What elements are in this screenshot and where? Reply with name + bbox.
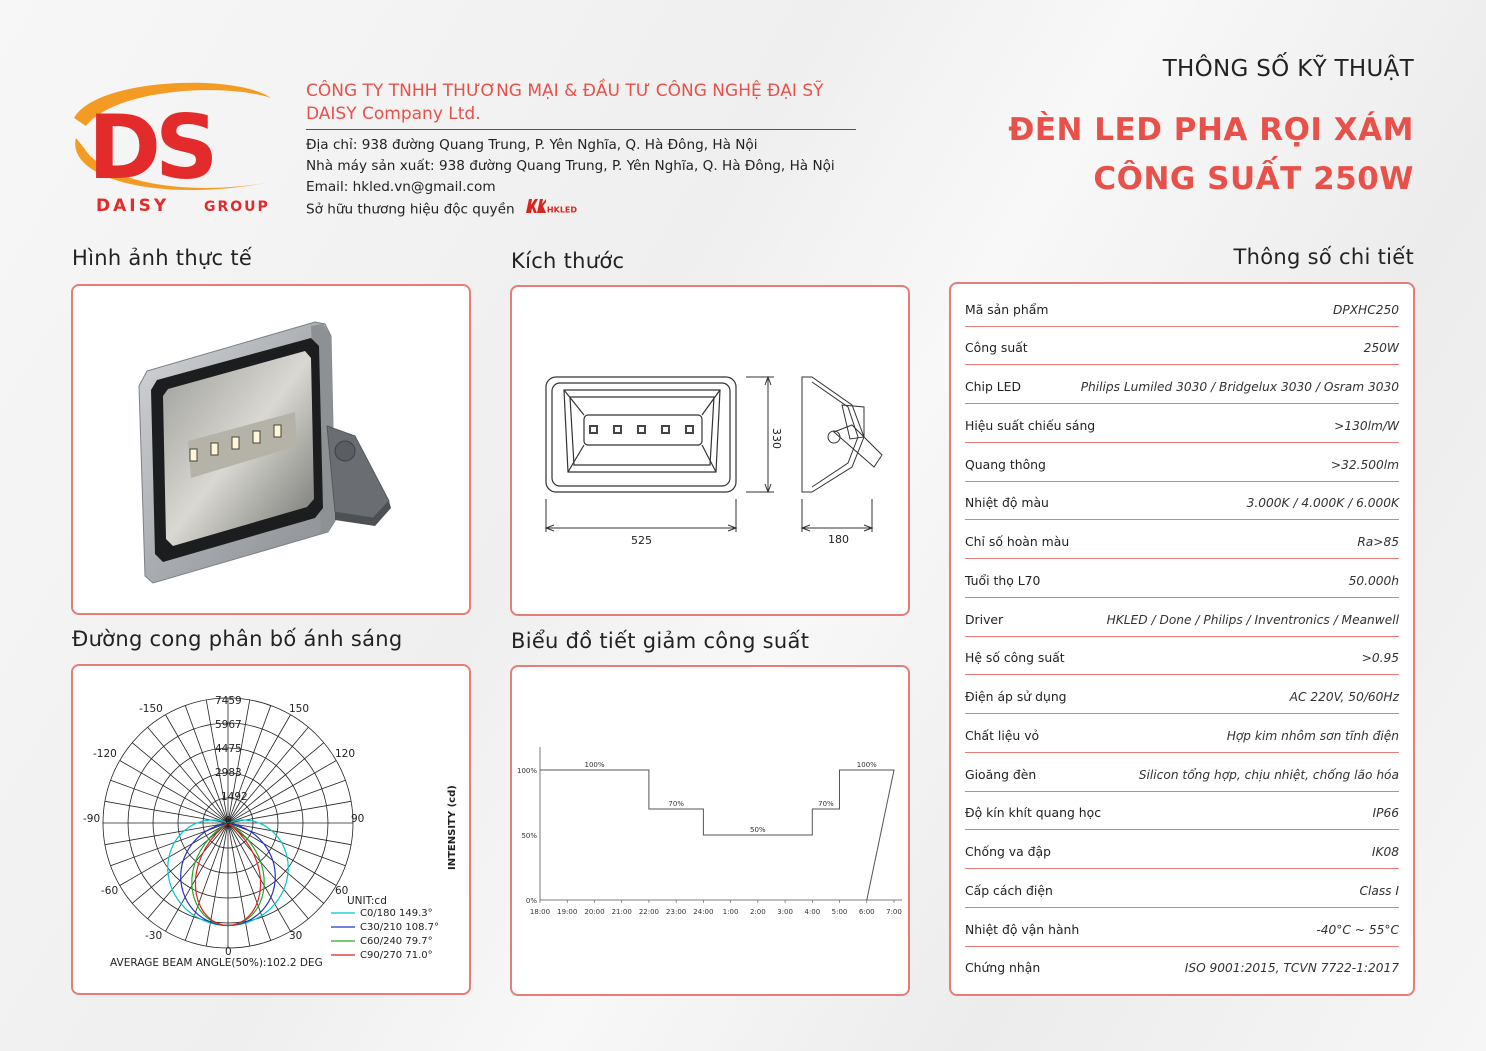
spec-value: IK08 <box>1371 845 1399 860</box>
spec-value: AC 220V, 50/60Hz <box>1289 690 1399 705</box>
logo-letters: DS <box>88 96 213 199</box>
angle-label-120: 120 <box>335 748 356 760</box>
brand-owner-text: Sở hữu thương hiệu độc quyền <box>306 201 515 218</box>
spec-row <box>965 830 1399 870</box>
angle-label-150: 150 <box>289 703 310 715</box>
spec-label: Cấp cách điện <box>965 882 1053 898</box>
ring-label-5: 1492 <box>221 791 248 803</box>
x-tick-label: 24:00 <box>693 908 714 916</box>
company-name-en: DAISY Company Ltd. <box>306 104 481 124</box>
angle-label-m90: -90 <box>83 813 101 825</box>
polar-distribution-chart <box>73 666 469 993</box>
section-light-curve-title: Đường cong phân bố ánh sáng <box>72 627 403 651</box>
dimensions-panel <box>510 285 910 616</box>
logo-text: DAISY <box>96 196 170 216</box>
spec-label: Độ kín khít quang học <box>965 805 1102 821</box>
brand-owner-line <box>306 198 835 221</box>
x-tick-label: 23:00 <box>666 908 687 916</box>
spec-label: Mã sản phẩm <box>965 301 1049 317</box>
section-photo-title: Hình ảnh thực tế <box>72 246 253 270</box>
dimming-chart <box>512 667 908 994</box>
spec-row <box>965 713 1399 753</box>
photo-panel <box>71 284 471 615</box>
spec-row <box>965 791 1399 831</box>
spec-row <box>965 403 1399 443</box>
x-tick-label: 18:00 <box>529 908 551 916</box>
spec-row <box>965 520 1399 560</box>
step-label: 100% <box>856 761 877 769</box>
product-title-line2: CÔNG SUẤT 250W <box>1093 161 1414 197</box>
company-logo <box>66 78 286 218</box>
spec-row <box>965 442 1399 482</box>
angle-label-m60: -60 <box>101 885 119 897</box>
ring-label-6: 0 <box>225 815 232 827</box>
hkled-logo <box>525 198 577 221</box>
logo-group: GROUP <box>204 199 270 215</box>
spec-value: IP66 <box>1372 806 1399 821</box>
light-curve-panel <box>71 664 471 995</box>
step-label: 70% <box>668 800 684 808</box>
y-tick-label: 100% <box>516 767 537 775</box>
step-label: 70% <box>818 800 834 808</box>
spec-value: 250W <box>1363 341 1399 356</box>
angle-label-m30: -30 <box>145 930 163 942</box>
spec-label: Chất liệu vỏ <box>965 727 1040 743</box>
spec-value: ISO 9001:2015, TCVN 7722-1:2017 <box>1184 961 1399 976</box>
legend-label: C30/210 108.7° <box>360 922 439 933</box>
polar-unit: UNIT:cd <box>347 895 387 907</box>
step-label: 50% <box>750 826 766 834</box>
dim-height-label: 330 <box>770 428 783 449</box>
x-tick-label: 1:00 <box>722 908 739 916</box>
y-tick-label: 50% <box>521 832 537 840</box>
angle-label-0: 0 <box>225 946 232 958</box>
angle-label-90: 90 <box>351 813 365 825</box>
spec-value: Hợp kim nhôm sơn tĩnh điện <box>1226 728 1399 743</box>
spec-label: Công suất <box>965 340 1028 356</box>
legend-label: C0/180 149.3° <box>360 908 433 919</box>
spec-value: DPXHC250 <box>1332 302 1399 317</box>
spec-label: Driver <box>965 611 1004 627</box>
spec-value: 50.000h <box>1348 573 1399 588</box>
spec-value: Class I <box>1359 883 1399 898</box>
spec-row <box>965 946 1399 985</box>
company-name-block <box>306 80 824 126</box>
spec-label: Chip LED <box>965 379 1022 395</box>
spec-row <box>965 365 1399 405</box>
y-tick-label: 0% <box>525 897 537 905</box>
document-type: THÔNG SỐ KỸ THUẬT <box>1162 56 1414 82</box>
beam-angle-text: AVERAGE BEAM ANGLE(50%):102.2 DEG <box>110 957 323 969</box>
x-tick-label: 21:00 <box>611 908 632 916</box>
company-email: Email: hkled.vn@gmail.com <box>306 179 496 195</box>
spec-value: Silicon tổng hợp, chịu nhiệt, chống lão hóa <box>1138 767 1399 782</box>
spec-label: Nhiệt độ màu <box>965 495 1049 511</box>
spec-value: >130lm/W <box>1334 418 1399 433</box>
spec-row <box>965 597 1399 637</box>
x-tick-label: 3:00 <box>777 908 793 916</box>
angle-label-30: 30 <box>289 930 303 942</box>
spec-label: Chống va đập <box>965 844 1051 860</box>
angle-label-m150: -150 <box>139 703 163 715</box>
x-tick-label: 22:00 <box>638 908 660 916</box>
spec-label: Quang thông <box>965 456 1046 472</box>
x-tick-label: 20:00 <box>584 908 605 916</box>
dim-depth-label: 180 <box>828 533 849 546</box>
spec-row <box>965 752 1399 792</box>
company-info <box>306 135 835 221</box>
spec-label: Tuổi thọ L70 <box>965 572 1041 588</box>
angle-label-60: 60 <box>335 885 349 897</box>
spec-value: Philips Lumiled 3030 / Bridgelux 3030 / Osram 3030 <box>1080 380 1399 395</box>
section-dimensions-title: Kích thước <box>511 249 625 273</box>
dimming-panel <box>510 665 910 996</box>
spec-row <box>965 326 1399 366</box>
intensity-axis-label: INTENSITY (cd) <box>447 785 458 870</box>
ring-label-1: 7459 <box>215 695 242 707</box>
section-specs-title: Thông số chi tiết <box>1233 245 1414 269</box>
spec-row <box>965 675 1399 715</box>
spec-value: -40°C ~ 55°C <box>1316 922 1399 937</box>
x-tick-label: 6:00 <box>858 908 875 916</box>
specs-panel <box>949 282 1415 996</box>
x-tick-label: 5:00 <box>831 908 848 916</box>
spec-label: Điện áp sử dụng <box>965 689 1067 705</box>
spec-value: 3.000K / 4.000K / 6.000K <box>1246 496 1399 511</box>
spec-value: >32.500lm <box>1330 457 1399 472</box>
spec-label: Gioăng đèn <box>965 766 1037 782</box>
x-tick-label: 7:00 <box>886 908 902 916</box>
spec-value: Ra>85 <box>1357 535 1399 550</box>
hkled-logo-icon <box>525 198 547 214</box>
section-dimming-title: Biểu đồ tiết giảm công suất <box>511 629 810 653</box>
spec-label: Chứng nhận <box>965 960 1041 976</box>
angle-label-m120: -120 <box>93 748 117 760</box>
spec-row <box>965 907 1399 947</box>
x-tick-label: 2:00 <box>749 908 766 916</box>
spec-label: Nhiệt độ vận hành <box>965 921 1080 937</box>
dimension-drawing <box>512 287 908 614</box>
company-factory: Nhà máy sản xuất: 938 đường Quang Trung, P. Yên Nghĩa, Q. Hà Đông, Hà Nội <box>306 158 835 174</box>
hkled-logo-text: HKLED <box>546 205 578 215</box>
dimming-line <box>540 770 894 900</box>
spec-row <box>965 636 1399 676</box>
step-label: 100% <box>584 761 605 769</box>
spec-value: HKLED / Done / Philips / Inventronics / Meanwell <box>1106 612 1399 627</box>
ring-label-2: 5967 <box>215 719 242 731</box>
company-divider <box>306 129 856 130</box>
company-name-vi: CÔNG TY TNHH THƯƠNG MẠI & ĐẦU TƯ CÔNG NGHỆ ĐẠI SỸ <box>306 81 824 101</box>
company-address: Địa chỉ: 938 đường Quang Trung, P. Yên Nghĩa, Q. Hà Đông, Hà Nội <box>306 137 758 153</box>
spec-row <box>965 558 1399 598</box>
x-tick-label: 19:00 <box>557 908 578 916</box>
ring-label-3: 4475 <box>215 743 242 755</box>
spec-row <box>965 481 1399 521</box>
legend-label: C90/270 71.0° <box>360 950 433 961</box>
spec-row <box>965 868 1399 908</box>
spec-label: Hiệu suất chiếu sáng <box>965 417 1096 433</box>
spec-label: Hệ số công suất <box>965 650 1065 666</box>
product-title <box>1008 106 1414 204</box>
spec-row <box>965 287 1399 327</box>
spec-label: Chỉ số hoàn màu <box>965 534 1070 550</box>
product-title-line1: ĐÈN LED PHA RỌI XÁM <box>1008 112 1414 148</box>
legend-label: C60/240 79.7° <box>360 936 433 947</box>
ring-label-4: 2983 <box>215 767 242 779</box>
x-tick-label: 4:00 <box>804 908 821 916</box>
spec-value: >0.95 <box>1361 651 1399 666</box>
product-photo <box>73 286 469 613</box>
dim-width-label: 525 <box>631 534 652 547</box>
